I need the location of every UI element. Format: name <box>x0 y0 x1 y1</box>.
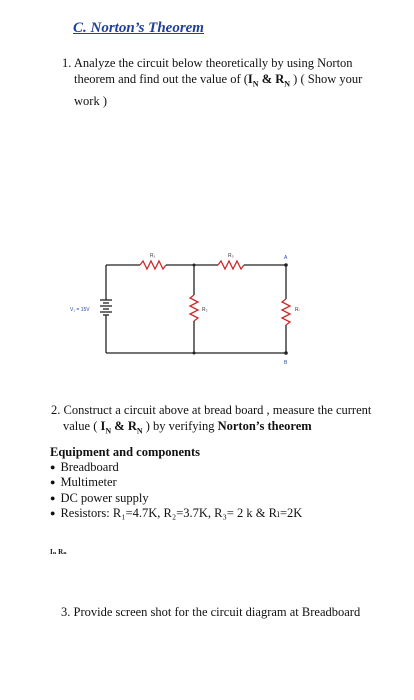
r2-label: R₂ <box>202 307 208 313</box>
node-b-dot <box>284 351 288 355</box>
question-1 <box>62 55 372 109</box>
question-1-line3: work ) <box>74 93 107 108</box>
battery-icon <box>100 300 112 315</box>
equipment-list <box>50 460 302 522</box>
node-a-dot <box>284 263 288 267</box>
list-item: ● Resistors: R₁=4.7K, R₂=3.7K, R₃= 2 k & Rₗ=2K <box>50 506 302 521</box>
list-item: ● DC power supply <box>50 491 302 506</box>
equipment-heading: Equipment and components <box>50 445 201 459</box>
question-2-line2: value ( $I_N$ & $R_N$ ) by verifying Norton’s theorem <box>63 419 312 436</box>
norton-circuit-diagram <box>70 245 310 370</box>
r1-label: R₁ <box>150 253 156 259</box>
source-label: V₁ = 15V <box>70 307 90 313</box>
node-a-label: A <box>284 255 288 261</box>
question-2-line1: Construct a circuit above at bread board , measure the current <box>63 403 372 417</box>
question-1-line1: Analyze the circuit below theoretically by using Norton <box>73 56 353 70</box>
question-1-number: 1. <box>62 56 72 70</box>
question-2-number: 2. <box>51 403 61 417</box>
section-title: C. Norton’s Theorem <box>73 20 204 36</box>
list-item: ● Breadboard <box>50 460 302 475</box>
in-rn-label: Iₙ Rₙ <box>50 548 67 556</box>
question-3: 3. Provide screen shot for the circuit diagram at Breadboard <box>61 605 361 619</box>
list-item: ● Multimeter <box>50 475 302 490</box>
r3-label: R₃ <box>228 253 234 259</box>
question-2 <box>51 402 381 440</box>
question-1-line2: theorem and find out the value of ($I_N$ & $R_N$ ) ( Show your <box>74 72 363 89</box>
node-b-label: B <box>284 360 288 366</box>
rl-label: Rₗ <box>295 307 300 313</box>
